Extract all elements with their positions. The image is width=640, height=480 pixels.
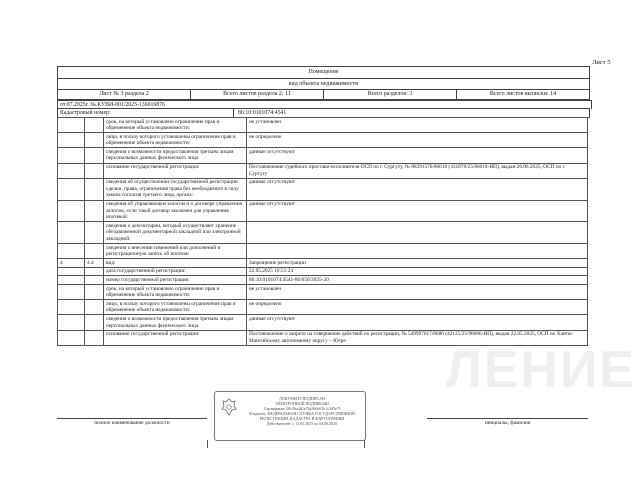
row-subnumber xyxy=(85,163,104,178)
emblem-icon xyxy=(221,398,237,416)
row-number xyxy=(58,118,85,133)
stamp-line-5: РЕГИСТРАЦИИ, КАДАСТРА И КАРТОГРАФИИ xyxy=(259,416,345,421)
bottom-divider xyxy=(207,440,208,448)
sheet-number: Лист 5 xyxy=(592,59,611,66)
table-row xyxy=(58,244,588,259)
object-type-title: Помещение xyxy=(58,67,589,79)
row-value: Постановление судебного пристава-исполнителя ОСП по г. Сургуту, № 88291576/86018 (431878/25/86018-ИП), выдан 26.06.2025, ОСП по г. Сургуту xyxy=(247,163,588,178)
row-subnumber xyxy=(85,244,104,259)
signature-row xyxy=(57,418,588,428)
row-number xyxy=(58,244,85,259)
row-value: не определено xyxy=(247,133,588,148)
row-label: номер государственной регистрации: xyxy=(104,276,247,285)
row-number xyxy=(58,200,85,222)
row-number xyxy=(58,178,85,200)
row-value: 86:10:0101074:4541-86/050/2025-20 xyxy=(247,276,588,285)
row-subnumber xyxy=(85,148,104,163)
background-watermark: ЛЕНИЕ xyxy=(445,341,636,399)
row-subnumber xyxy=(85,133,104,148)
row-number xyxy=(58,330,85,345)
table-row xyxy=(58,118,588,133)
row-value: данные отсутствуют xyxy=(247,315,588,330)
row-label: сведения о депозитарии, который осуществляет хранение обездвиженной документарной закладной или электронной закладной: xyxy=(104,222,247,244)
row-value: Постановление о запрете на совершение действий по регистрации, № 549997617/8686 (42125/25/98086-ИП), выдан 22.05.2025, ОСП по Ханты-Мансийскому автономному округу – Югре xyxy=(247,330,588,345)
stamp-line-2: ЭЛЕКТРОННОЙ ПОДПИСЬЮ xyxy=(275,401,329,406)
row-subnumber xyxy=(85,178,104,200)
row-value: не установлен xyxy=(247,118,588,133)
row-value: не определено xyxy=(247,300,588,315)
sheet-of-section: Лист № 3 раздела 2 xyxy=(58,90,191,99)
row-label: сведения об осуществлении государственной регистрации сделки, права, ограничения права без необходимого в силу закона согласия третьего лица, органа: xyxy=(104,178,247,200)
row-value xyxy=(247,222,588,244)
row-value: данные отсутствуют xyxy=(247,178,588,200)
row-number xyxy=(58,267,85,276)
row-subnumber xyxy=(85,315,104,330)
stamp-line-6: Действителен: с 11.03.2025 по 04.06.2026 xyxy=(266,421,338,426)
row-subnumber xyxy=(85,200,104,222)
row-label: срок, на который установлено ограничение прав и обременение объекта недвижимости: xyxy=(104,118,247,133)
table-row xyxy=(58,276,588,285)
encumbrance-table xyxy=(57,117,588,346)
table-row xyxy=(58,285,588,300)
row-label: основание государственной регистрации: xyxy=(104,330,247,345)
row-label: лицо, в пользу которого установлены ограничение прав и обременение объекта недвижимости: xyxy=(104,133,247,148)
stamp-line-4: Владелец: ФЕДЕРАЛЬНАЯ СЛУЖБА ГОСУДАРСТВЕННОЙ xyxy=(249,411,355,416)
row-value xyxy=(247,244,588,259)
row-number: 4 xyxy=(58,259,85,268)
table-row xyxy=(58,148,588,163)
row-label: сведения об управляющем залогом и о договоре управления залогом, если такой договор заключен для управления ипотекой: xyxy=(104,200,247,222)
row-subnumber xyxy=(85,118,104,133)
table-row xyxy=(58,222,588,244)
row-label: основание государственной регистрации: xyxy=(104,163,247,178)
row-label: сведения о возможности предоставления третьим лицам персональных данных физического лица xyxy=(104,315,247,330)
table-row xyxy=(58,259,588,268)
table-row xyxy=(58,133,588,148)
row-number xyxy=(58,222,85,244)
object-type-subtitle: вид объекта недвижимости xyxy=(288,81,359,87)
row-subnumber xyxy=(85,276,104,285)
row-value: 22.05.2025 10:51:24 xyxy=(247,267,588,276)
total-sheets-extract: Всего листов выписки: 14 xyxy=(489,91,557,97)
row-subnumber xyxy=(85,330,104,345)
row-number xyxy=(58,163,85,178)
position-label: полное наименование должности xyxy=(57,418,207,426)
row-value: данные отсутствуют xyxy=(247,200,588,222)
row-number xyxy=(58,148,85,163)
row-label: дата государственной регистрации: xyxy=(104,267,247,276)
row-subnumber xyxy=(85,222,104,244)
row-subnumber: 4.4 xyxy=(85,259,104,268)
row-value: Запрещение регистрации xyxy=(247,259,588,268)
total-sections: Всего разделов: 3 xyxy=(324,90,457,99)
table-row xyxy=(58,267,588,276)
sheet-info-row xyxy=(57,89,590,100)
row-number xyxy=(58,276,85,285)
row-number xyxy=(58,315,85,330)
row-label: лицо, в пользу которого установлены ограничение прав и обременение объекта недвижимости: xyxy=(104,300,247,315)
row-label: сведения о внесении изменений или дополнений в регистрационную запись об ипотеке: xyxy=(104,244,247,259)
object-type-header xyxy=(57,66,590,90)
row-number xyxy=(58,285,85,300)
extract-date-number: от 07.2025г. № КУВИ-001/2025-136016876 xyxy=(57,100,592,109)
bottom-divider xyxy=(364,440,365,448)
stamp-line-1: ДОКУМЕНТ ПОДПИСАН xyxy=(279,396,325,401)
row-value: не установлен xyxy=(247,285,588,300)
row-label: вид: xyxy=(104,259,247,268)
total-sheets-section: Всего листов раздела 2: 11 xyxy=(191,90,324,99)
table-row xyxy=(58,200,588,222)
table-row xyxy=(58,315,588,330)
row-subnumber xyxy=(85,285,104,300)
cadastral-value: 86:10:0101074:4541 xyxy=(238,110,287,116)
table-row xyxy=(58,178,588,200)
table-row xyxy=(58,300,588,315)
cadastral-label: Кадастровый номер: xyxy=(58,109,234,117)
row-number xyxy=(58,300,85,315)
stamp-line-3: Сертификат: 00c2ba4d1e76a3b9c61b1c2d5e7f xyxy=(263,406,341,411)
row-label: срок, на который установлено ограничение прав и обременение объекта недвижимости: xyxy=(104,285,247,300)
row-value: данные отсутствуют xyxy=(247,148,588,163)
row-label: сведения о возможности предоставления третьим лицам персональных данных физического лица xyxy=(104,148,247,163)
row-subnumber xyxy=(85,300,104,315)
electronic-signature-stamp xyxy=(214,391,366,441)
name-label: инициалы, фамилия xyxy=(427,418,588,426)
row-number xyxy=(58,133,85,148)
row-subnumber xyxy=(85,267,104,276)
table-row xyxy=(58,163,588,178)
